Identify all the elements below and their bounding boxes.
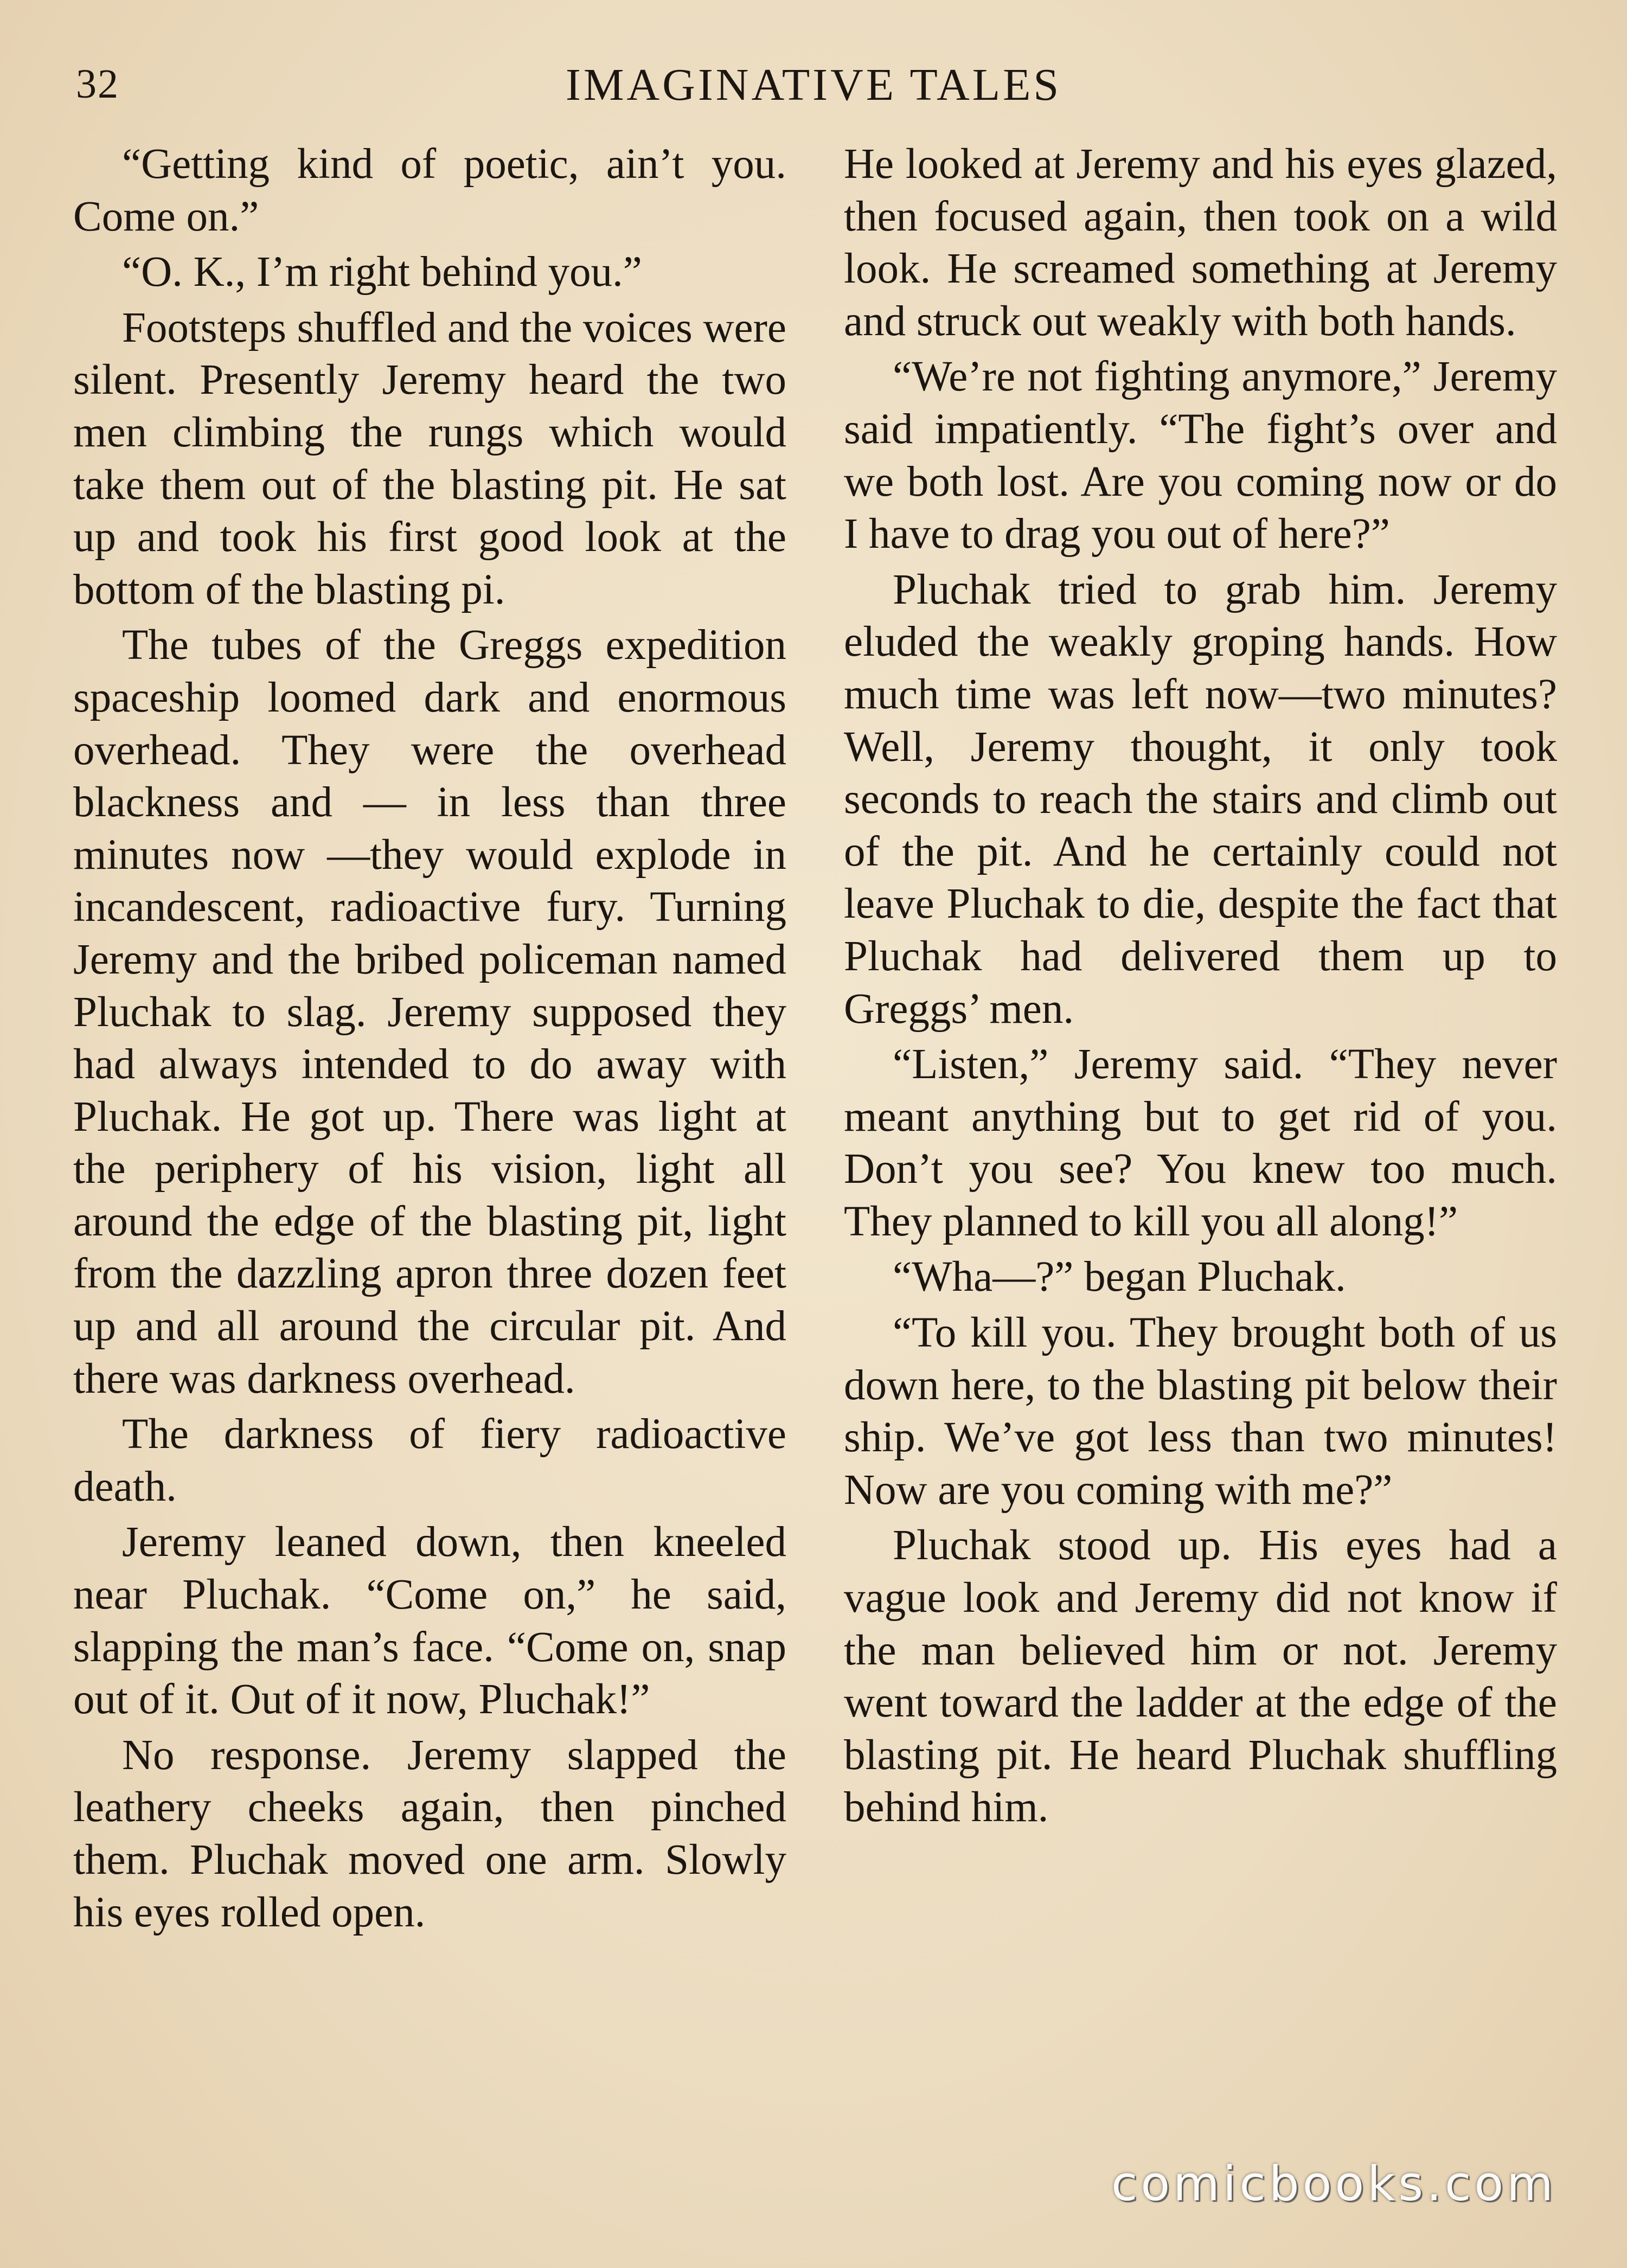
running-head-title: IMAGINATIVE TALES xyxy=(565,60,1062,110)
paragraph: “We’re not fighting anymore,” Jeremy said impatiently. “The fight’s over and we both lost. Are you coming now or do I have to drag you out of here?” xyxy=(844,353,1557,558)
watermark: comicbooks.com xyxy=(1111,2156,1556,2212)
page-number: 32 xyxy=(76,61,119,107)
paragraph: Jeremy leaned down, then kneeled near Pluchak. “Come on,” he said, slapping the man’s face. “Come on, snap out of it. Out of it now, Pluchak!” xyxy=(73,1519,786,1724)
paragraph: No response. Jeremy slapped the leathery cheeks again, then pinched them. Pluchak moved one arm. Slowly his eyes rolled open. xyxy=(73,1731,786,1936)
paragraph: The tubes of the Greggs expedition spaceship loomed dark and enormous overhead. They were the overhead blackness and — in less than three minutes now —they would explode in incandescent, radioactive fury. Turning Jeremy and the bribed policeman named Pluchak to slag. Jeremy supposed they had always intended to do away with Pluchak. He got up. There was light at the periphery of his vision, light all around the edge of the blasting pit, light from the dazzling apron three dozen feet up and all around the circular pit. And there was darkness overhead. xyxy=(73,622,786,1402)
paragraph: “Getting kind of poetic, ain’t you. Come on.” xyxy=(73,140,786,240)
paragraph: Pluchak tried to grab him. Jeremy eluded the weakly groping hands. How much time was left now—two minutes? Well, Jeremy thought, it only took seconds to reach the stairs and climb out of the pit. And he certainly could not leave Pluchak to die, despite the fact that Pluchak had delivered them up to Greggs’ men. xyxy=(844,566,1557,1033)
paragraph: “Wha—?” began Pluchak. xyxy=(893,1253,1346,1301)
page-header xyxy=(0,0,1627,125)
paragraph: “O. K., I’m right behind you.” xyxy=(122,248,642,296)
paragraph: Footsteps shuffled and the voices were silent. Presently Jeremy heard the two men climbing the rungs which would take them out of the blasting pit. He sat up and took his first good look at the bottom of the blasting pi. xyxy=(73,304,786,613)
paragraph: “To kill you. They brought both of us down here, to the blasting pit below their ship. We’ve got less than two minutes! Now are you coming with me?” xyxy=(844,1309,1557,1514)
paragraph: Pluchak stood up. His eyes had a vague look and Jeremy did not know if the man believed him or not. Jeremy went toward the ladder at the edge of the blasting pit. He heard Pluchak shuffling behind him. xyxy=(844,1522,1557,1831)
paragraph: “Listen,” Jeremy said. “They never meant anything but to get rid of you. Don’t you see? You knew too much. They planned to kill you all along!” xyxy=(844,1041,1557,1245)
text-column-right xyxy=(844,138,1557,1837)
paragraph-continued: He looked at Jeremy and his eyes glazed, then focused again, then took on a wild look. He screamed something at Jeremy and struck out weakly with both hands. xyxy=(844,140,1557,345)
text-column-left xyxy=(73,138,786,1942)
paragraph: The darkness of fiery radioactive death. xyxy=(73,1411,786,1510)
